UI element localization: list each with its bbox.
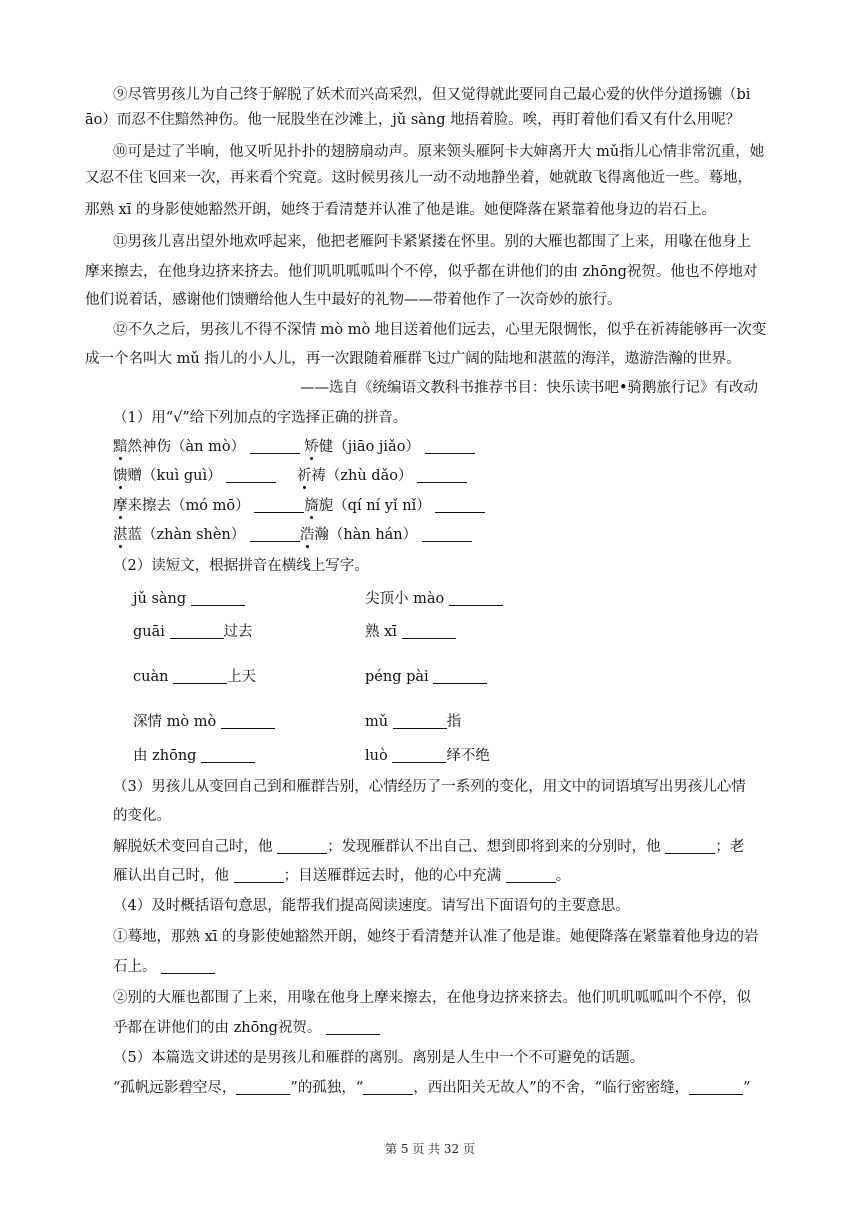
q1-row3: 摩来擦去（mó mō） 旖旎（qí ní yǐ nǐ）: [113, 496, 485, 516]
q1-row4: 湛蓝（zhàn shèn） 浩瀚（hàn hán）: [113, 525, 472, 545]
q2-title: （2）读短文，根据拼音在横线上写字。: [113, 558, 369, 574]
passage-p11-line3: 他们说着话，感谢他们馈赠给他人生中最好的礼物——带着他作了一次奇妙的旅行。: [85, 292, 622, 308]
q2-item: 深情 mò mò: [133, 712, 275, 732]
answer-blank[interactable]: [221, 712, 275, 729]
passage-source: ——选自《统编语文教科书推荐书目：快乐读书吧•骑鹅旅行记》有改动: [300, 380, 759, 396]
answer-blank[interactable]: [250, 437, 300, 454]
answer-blank[interactable]: [449, 589, 503, 606]
dotted-char: 矫: [304, 439, 319, 455]
q3-line1: （3）男孩儿从变回自己到和雁群告别，心情经历了一系列的变化，用文中的词语填写出男孩儿心情: [113, 779, 746, 795]
passage-p11-line2: 摩来擦去，在他身边挤来挤去。他们叽叽呱呱叫个不停，似乎都在讲他们的由 zhōng祝贺。他也不停地对: [85, 264, 758, 280]
answer-blank[interactable]: [417, 466, 467, 483]
answer-blank[interactable]: [277, 837, 327, 854]
q2-item: 由 zhōng: [133, 746, 255, 766]
answer-blank[interactable]: [234, 866, 284, 883]
answer-blank[interactable]: [170, 622, 224, 639]
answer-blank[interactable]: [363, 1078, 413, 1095]
q1-row1: 黯然神伤（àn mò） 矫健（jiāo jiǎo）: [113, 437, 475, 457]
dotted-char: 湛: [113, 527, 128, 543]
passage-p11-line1: ⑪男孩儿喜出望外地欢呼起来，他把老雁阿卡紧紧搂在怀里。别的大雁也都围了上来，用喙在他身上: [113, 234, 751, 250]
passage-p10-line2: 又忍不住飞回来一次，再来看个究竟。这时候男孩儿一动不动地静坐着，她就敢飞得离他近一些。蓦地，: [85, 170, 752, 186]
passage-p10-line3: 那熟 xī 的身影使她豁然开朗，她终于看清楚并认准了他是谁。她便降落在紧靠着他身边的岩石上。: [85, 202, 717, 218]
answer-blank[interactable]: [425, 437, 475, 454]
q3-line4: 雁认出自己时，他 ；目送雁群远去时，他的心中充满 。: [113, 868, 571, 884]
q2-item: luò 绎不绝: [365, 748, 490, 764]
dotted-char: 黯: [113, 439, 128, 455]
answer-blank[interactable]: [161, 957, 215, 974]
q2-item: cuàn 上天: [133, 669, 257, 685]
q5-line: “孤帆远影碧空尽， ”的孤独，“ ，西出阳关无故人”的不舍，“临行密密缝， ”: [113, 1080, 751, 1096]
answer-blank[interactable]: [392, 746, 446, 763]
answer-blank[interactable]: [689, 1078, 743, 1095]
answer-blank[interactable]: [173, 667, 227, 684]
answer-blank[interactable]: [236, 1078, 290, 1095]
answer-blank[interactable]: [326, 1018, 380, 1035]
q5-title: （5）本篇选文讲述的是男孩儿和雁群的离别。离别是人生中一个不可避免的话题。: [113, 1050, 645, 1066]
answer-blank[interactable]: [254, 496, 304, 513]
passage-p9-line2: āo）而忍不住黯然神伤。他一屁股坐在沙滩上，jǔ sàng 地捂着脸。唉，再盯着他们看又有什么用呢？: [85, 112, 741, 128]
answer-blank[interactable]: [435, 496, 485, 513]
q2-item: guāi 过去: [133, 624, 253, 640]
q4-title: （4）及时概括语句意思，能帮我们提高阅读速度。请写出下面语句的主要意思。: [113, 898, 630, 914]
passage-p12-line1: ⑫不久之后，男孩儿不得不深情 mò mò 地目送着他们远去，心里无限惆怅，似乎在祈祷能够再一次变: [113, 322, 767, 338]
q1-title: （1）用“√”给下列加点的字选择正确的拼音。: [113, 410, 408, 426]
answer-blank[interactable]: [226, 466, 276, 483]
q3-line2: 的变化。: [113, 808, 171, 824]
answer-blank[interactable]: [191, 589, 245, 606]
q2-item: jǔ sàng: [133, 589, 245, 609]
passage-p9-line1: ⑨尽管男孩儿为自己终于解脱了妖术而兴高采烈，但又觉得就此要同自己最心爱的伙伴分道扬镳（bi: [113, 87, 751, 103]
q4-sentence2-line1: ②别的大雁也都围了上来，用喙在他身上摩来擦去，在他身边挤来挤去。他们叽叽呱呱叫个不停，似: [113, 990, 751, 1006]
q4-sentence2-line2: 乎都在讲他们的由 zhōng祝贺。: [113, 1018, 380, 1038]
dotted-char: 馈: [113, 468, 128, 484]
answer-blank[interactable]: [250, 525, 300, 542]
answer-blank[interactable]: [393, 712, 447, 729]
dotted-char: 旖: [304, 498, 319, 514]
passage-p12-line2: 成一个名叫大 mǔ 指儿的小人儿，再一次跟随着雁群飞过广阔的陆地和湛蓝的海洋，遨游浩瀚的世界。: [85, 351, 741, 367]
dotted-char: 浩: [299, 527, 315, 543]
q2-item: 熟 xī: [365, 622, 456, 642]
answer-blank[interactable]: [433, 667, 487, 684]
answer-blank[interactable]: [402, 622, 456, 639]
passage-p10-line1: ⑩可是过了半晌，他又听见扑扑的翅膀扇动声。原来领头雁阿卡大婶离开大 mǔ指儿心情非常沉重，她: [113, 144, 765, 160]
answer-blank[interactable]: [506, 866, 556, 883]
q2-item: péng pài: [365, 667, 487, 687]
q4-sentence1-line2: 石上。: [113, 957, 215, 977]
q4-sentence1-line1: ①蓦地，那熟 xī 的身影使她豁然开朗，她终于看清楚并认准了他是谁。她便降落在紧靠着他身边的岩: [113, 929, 759, 945]
q3-line3: 解脱妖术变回自己时，他 ；发现雁群认不出自己、想到即将到来的分别时，他 ；老: [113, 839, 745, 855]
answer-blank[interactable]: [422, 525, 472, 542]
answer-blank[interactable]: [201, 746, 255, 763]
dotted-char: 摩: [113, 498, 128, 514]
q2-item: mǔ 指: [365, 714, 462, 730]
answer-blank[interactable]: [665, 837, 715, 854]
page-footer: 第 5 页 共 32 页: [385, 1142, 475, 1156]
q2-item: 尖顶小 mào: [365, 589, 503, 609]
dotted-char: 祈: [296, 468, 312, 484]
q1-row2: 馈赠（kuì guì） 祈祷（zhù dǎo）: [113, 466, 467, 486]
